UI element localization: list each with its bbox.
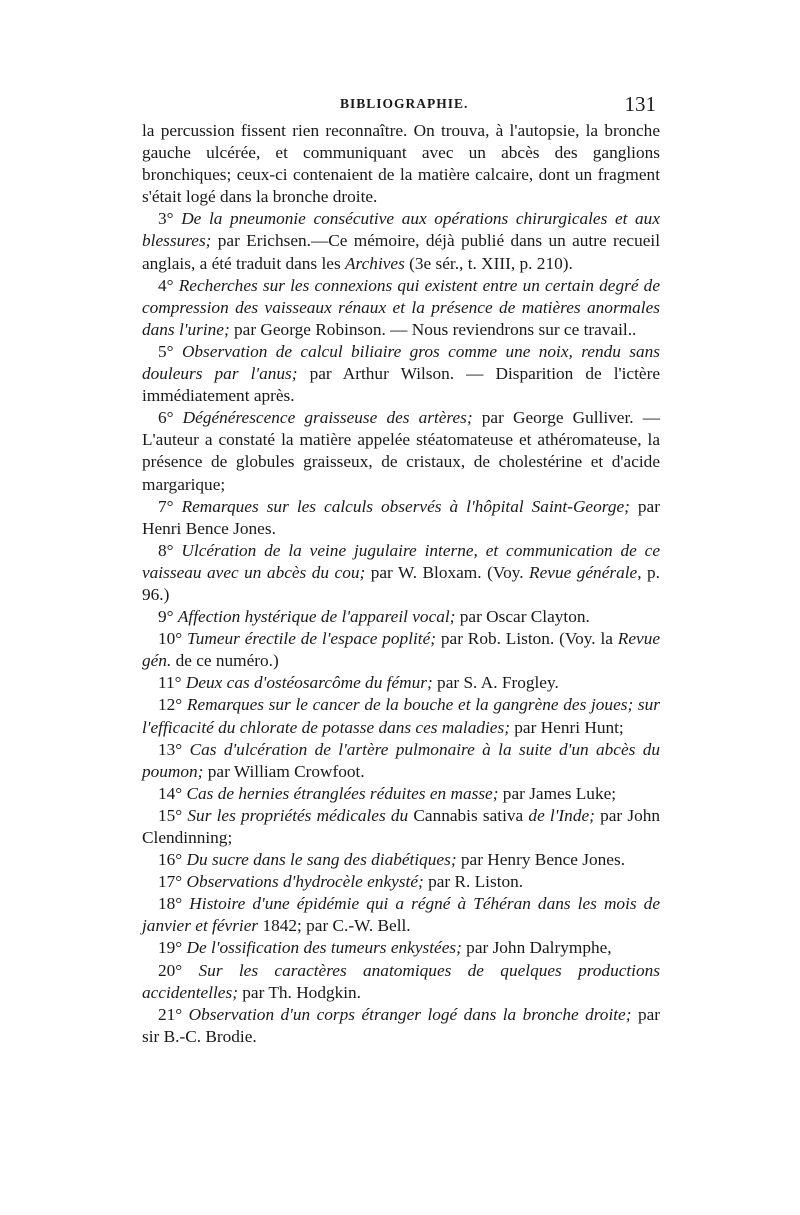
- text-run: 19°: [158, 938, 187, 958]
- text-run: par George Gulliver. — L'auteur a constaté la matière appelée stéatomateuse et athéromateuse, la présence de globules graisseux, de cristaux, de cholestérine et d'acide margarique;: [142, 408, 660, 494]
- italic-title-run: Revue gén.: [142, 629, 661, 671]
- entry-paragraph: [142, 805, 660, 849]
- italic-title-run: Dégénérescence graisseuse des artères;: [182, 408, 473, 428]
- italic-title-run: Observation de calcul biliaire gros comme une noix, rendu sans douleurs par l'anus;: [142, 341, 661, 384]
- text-run: par John Clendinning;: [142, 805, 661, 847]
- text-run: 6°: [158, 408, 183, 428]
- italic-title-run: Du sucre dans le sang des diabétiques;: [186, 850, 457, 870]
- italic-title-run: Deux cas d'ostéosarcôme du fémur;: [185, 673, 433, 693]
- italic-title-run: Cas d'ulcération de l'artère pulmonaire à la suite d'un abcès du poumon;: [142, 739, 661, 781]
- italic-title-run: Sur les propriétés médicales du: [187, 805, 409, 825]
- entry-paragraph: [142, 849, 660, 871]
- text-run: 3°: [158, 209, 182, 229]
- entry-paragraph: [142, 672, 660, 694]
- text-run: Cannabis sativa: [408, 805, 529, 825]
- entry-paragraph: [142, 960, 660, 1004]
- text-run: par Erichsen.—Ce mémoire, déjà publié dans un autre recueil anglais, a été traduit dans les: [142, 231, 660, 273]
- entry-paragraph: [142, 1004, 660, 1048]
- entry-paragraph: [142, 893, 660, 937]
- text-run: 8°: [158, 540, 182, 560]
- text-run: 17°: [158, 872, 187, 892]
- text-run: 20°: [158, 960, 199, 980]
- text-run: par Rob. Liston. (Voy. la: [436, 629, 618, 649]
- text-run: p. 96.): [142, 562, 660, 604]
- text-run: 15°: [158, 805, 188, 825]
- text-run: 18°: [158, 894, 190, 914]
- text-run: par Arthur Wilson. — Disparition de l'ictère immédiatement après.: [142, 364, 660, 406]
- text-run: par William Crowfoot.: [203, 761, 365, 781]
- text-run: 21°: [158, 1004, 189, 1024]
- text-run: (3e sér., t. XIII, p. 210).: [404, 253, 573, 273]
- text-run: par sir B.-C. Brodie.: [142, 1004, 661, 1046]
- entry-paragraph: [142, 275, 660, 341]
- italic-title-run: Affection hystérique de l'appareil vocal;: [177, 607, 456, 627]
- italic-title-run: Remarques sur les calculs observés à l'hôpital Saint-George;: [181, 496, 630, 516]
- text-run: 1842; par C.-W. Bell.: [258, 916, 411, 936]
- entry-paragraph: [142, 606, 660, 628]
- text-run: de ce numéro.): [171, 651, 279, 671]
- text-run: par Oscar Clayton.: [455, 607, 590, 627]
- text-run: 13°: [158, 739, 190, 759]
- entry-paragraph: [142, 871, 660, 893]
- text-run: 4°: [158, 275, 179, 295]
- italic-title-run: de l'Inde;: [528, 805, 595, 825]
- entry-paragraph: [142, 739, 660, 783]
- text-run: par James Luke;: [498, 783, 617, 803]
- text-run: par John Dalrymphe,: [461, 938, 612, 958]
- italic-title-run: Ulcération de la veine jugulaire interne, et communication de ce vaisseau avec un abcès du cou;: [142, 540, 660, 582]
- italic-title-run: De la pneumonie consécutive aux opérations chirurgicales et aux blessures;: [142, 209, 660, 251]
- entry-paragraph: [142, 783, 660, 805]
- text-run: 7°: [158, 496, 182, 516]
- italic-title-run: Tumeur érectile de l'espace poplité;: [187, 629, 437, 649]
- page-number: 131: [624, 92, 656, 116]
- italic-title-run: Sur les caractères anatomiques de quelques productions accidentelles;: [142, 960, 660, 1002]
- italic-title-run: Remarques sur le cancer de la bouche et la gangrène des joues; sur l'efficacité du chlorate de potasse dans ces maladies;: [142, 695, 661, 737]
- text-run: par Henri Hunt;: [509, 717, 624, 737]
- italic-title-run: Cas de hernies étranglées réduites en masse;: [186, 783, 499, 803]
- text-run: 14°: [158, 783, 187, 803]
- italic-title-run: Recherches sur les connexions qui existent entre un certain degré de compression des vaisseaux rénaux et la présence de matières anormales dans l'urine;: [142, 275, 660, 339]
- running-header: [142, 94, 660, 120]
- text-run: par Henri Bence Jones.: [142, 496, 660, 538]
- entry-paragraph: [142, 628, 660, 672]
- text-run: 12°: [158, 695, 187, 715]
- italic-title-run: Observation d'un corps étranger logé dans la bronche droite;: [188, 1004, 632, 1024]
- entry-paragraph: [142, 937, 660, 959]
- text-run: par Henry Bence Jones.: [456, 850, 626, 870]
- text-run: la percussion fissent rien reconnaître. On trouva, à l'autopsie, la bronche gauche ulcérée, et communiquant avec un abcès des ganglions bronchiques; ceux-ci contenaient de la matière calcaire, dont un fragment s'était logé dans la bronche droite.: [142, 121, 660, 207]
- italic-title-run: Observations d'hydrocèle enkysté;: [186, 872, 424, 892]
- book-page: [142, 94, 660, 1048]
- entry-paragraph: [142, 208, 660, 274]
- text-run: par W. Bloxam. (Voy.: [365, 562, 530, 582]
- text-run: par R. Liston.: [423, 872, 524, 892]
- text-run: par George Robinson. — Nous reviendrons sur ce travail..: [229, 319, 637, 339]
- body-text: [142, 120, 660, 1048]
- italic-title-run: Revue générale,: [529, 562, 642, 582]
- text-run: 11°: [158, 673, 186, 693]
- italic-title-run: Archives: [345, 253, 405, 273]
- italic-title-run: Histoire d'une épidémie qui a régné à Téhéran dans les mois de janvier et février: [142, 894, 660, 936]
- entry-paragraph: [142, 120, 660, 208]
- text-run: 9°: [158, 607, 178, 627]
- entry-paragraph: [142, 407, 660, 495]
- text-run: par Th. Hodgkin.: [237, 982, 362, 1002]
- entry-paragraph: [142, 694, 660, 738]
- entry-paragraph: [142, 341, 660, 407]
- italic-title-run: De l'ossification des tumeurs enkystées;: [186, 938, 462, 958]
- text-run: 10°: [158, 629, 188, 649]
- entry-paragraph: [142, 540, 660, 606]
- text-run: par S. A. Frogley.: [432, 673, 559, 693]
- text-run: 5°: [158, 341, 182, 361]
- running-title: BIBLIOGRAPHIE.: [340, 96, 469, 111]
- text-run: 16°: [158, 850, 187, 870]
- entry-paragraph: [142, 496, 660, 540]
